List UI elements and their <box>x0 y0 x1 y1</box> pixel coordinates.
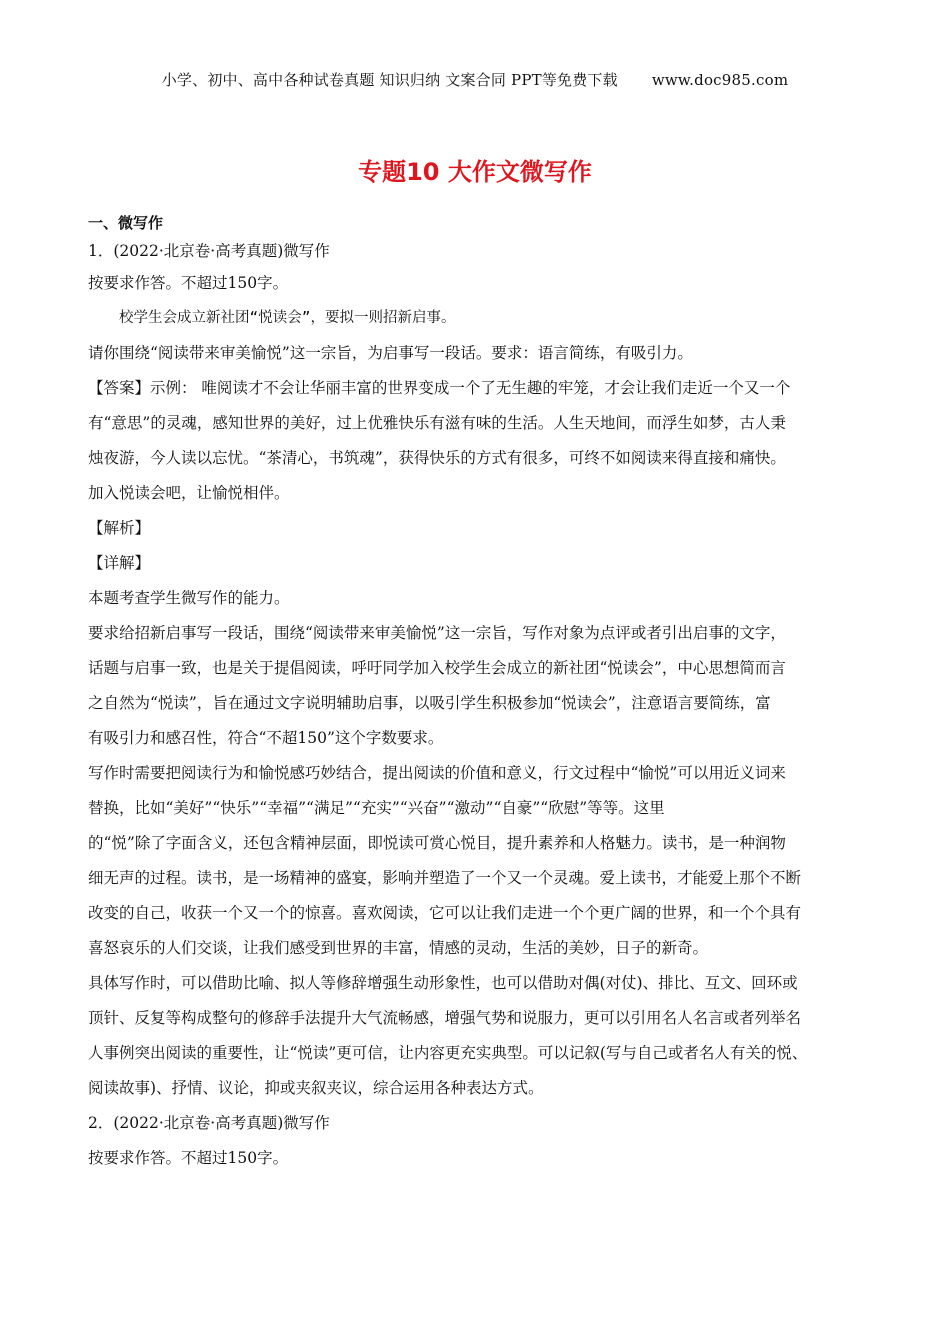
question-1-requirement: 请你围绕“阅读带来审美愉悦”这一宗旨，为启事写一段话。要求：语言简练，有吸引力。 <box>88 344 693 362</box>
paragraph-line: 有吸引力和感召性，符合“不超150”这个字数要求。 <box>88 729 444 747</box>
paragraph-line: 替换，比如“美好”“快乐”“幸福”“满足”“充实”“兴奋”“激动”“自豪”“欣慰”等等。这里 <box>88 799 665 817</box>
paragraph-line: 喜怒哀乐的人们交谈，让我们感受到世界的丰富，情感的灵动，生活的美妙，日子的新奇。 <box>88 939 709 957</box>
header-site-link[interactable]: www.doc985.com <box>651 71 789 89</box>
paragraph-line: 话题与启事一致，也是关于提倡阅读，呼吁同学加入校学生会成立的新社团“悦读会”，中心思想简而言 <box>88 659 786 677</box>
paragraph-line: 具体写作时，可以借助比喻、拟人等修辞增强生动形象性，也可以借助对偶(对仗)、排比、互文、回环或 <box>88 974 798 992</box>
paragraph-line: 之自然为“悦读”，旨在通过文字说明辅助启事，以吸引学生积极参加“悦读会”，注意语言要简练，富 <box>88 694 771 712</box>
analysis-label: 【解析】 <box>88 519 151 537</box>
answer-line: 烛夜游，今人读以忘忧。“茶清心，书筑魂”，获得快乐的方式有很多，可终不如阅读来得直接和痛快。 <box>88 449 786 467</box>
answer-block <box>88 371 888 511</box>
paragraph-line: 写作时需要把阅读行为和愉悦感巧妙结合，提出阅读的价值和意义，行文过程中“愉悦”可以用近义词来 <box>88 764 786 782</box>
paragraph-line: 细无声的过程。读书，是一场精神的盛宴，影响并塑造了一个又一个灵魂。爱上读书，才能爱上那个不断 <box>88 869 802 887</box>
document-body <box>88 208 888 1176</box>
detail-label: 【详解】 <box>88 554 151 572</box>
question-2-instruction: 按要求作答。不超过150字。 <box>88 1149 289 1167</box>
paragraph-line: 阅读故事)、抒情、议论，抑或夹叙夹议，综合运用各种表达方式。 <box>88 1079 544 1097</box>
page-header <box>0 69 950 90</box>
paragraph-line: 要求给招新启事写一段话，围绕“阅读带来审美愉悦”这一宗旨，写作对象为点评或者引出启事的文字， <box>88 624 786 642</box>
detail-paragraph-1 <box>88 616 888 756</box>
question-1-prompt: 校学生会成立新社团“悦读会”，要拟一则招新启事。 <box>119 310 456 326</box>
paragraph-line: 改变的自己，收获一个又一个的惊喜。喜欢阅读，它可以让我们走进一个个更广阔的世界，和一个个具有 <box>88 904 802 922</box>
paragraph-line: 人事例突出阅读的重要性，让“悦读”更可信，让内容更充实典型。可以记叙(写与自己或者名人有关的悦、 <box>88 1044 808 1062</box>
detail-paragraph-3 <box>88 966 888 1106</box>
answer-line: 加入悦读会吧，让愉悦相伴。 <box>88 484 290 502</box>
question-1-label: 1．(2022·北京卷·高考真题)微写作 <box>88 242 330 260</box>
document-title: 专题10 大作文微写作 <box>358 158 592 186</box>
detail-intro: 本题考查学生微写作的能力。 <box>88 589 290 607</box>
answer-line: 【答案】示例： 唯阅读才不会让华丽丰富的世界变成一个了无生趣的牢笼，才会让我们走近一个又一个 <box>88 379 791 397</box>
answer-line: 有“意思”的灵魂，感知世界的美好，过上优雅快乐有滋有味的生活。人生天地间，而浮生如梦，古人秉 <box>88 414 786 432</box>
question-1-instruction: 按要求作答。不超过150字。 <box>88 274 289 292</box>
paragraph-line: 的“悦”除了字面含义，还包含精神层面，即悦读可赏心悦目，提升素养和人格魅力。读书，是一种润物 <box>88 834 786 852</box>
section-heading: 一、微写作 <box>88 214 164 232</box>
detail-paragraph-2 <box>88 756 888 966</box>
header-text: 小学、初中、高中各种试卷真题 知识归纳 文案合同 PPT等免费下载 <box>161 71 618 89</box>
paragraph-line: 顶针、反复等构成整句的修辞手法提升大气流畅感，增强气势和说服力，更可以引用名人名言或者列举名 <box>88 1009 802 1027</box>
question-2-label: 2．(2022·北京卷·高考真题)微写作 <box>88 1114 330 1132</box>
